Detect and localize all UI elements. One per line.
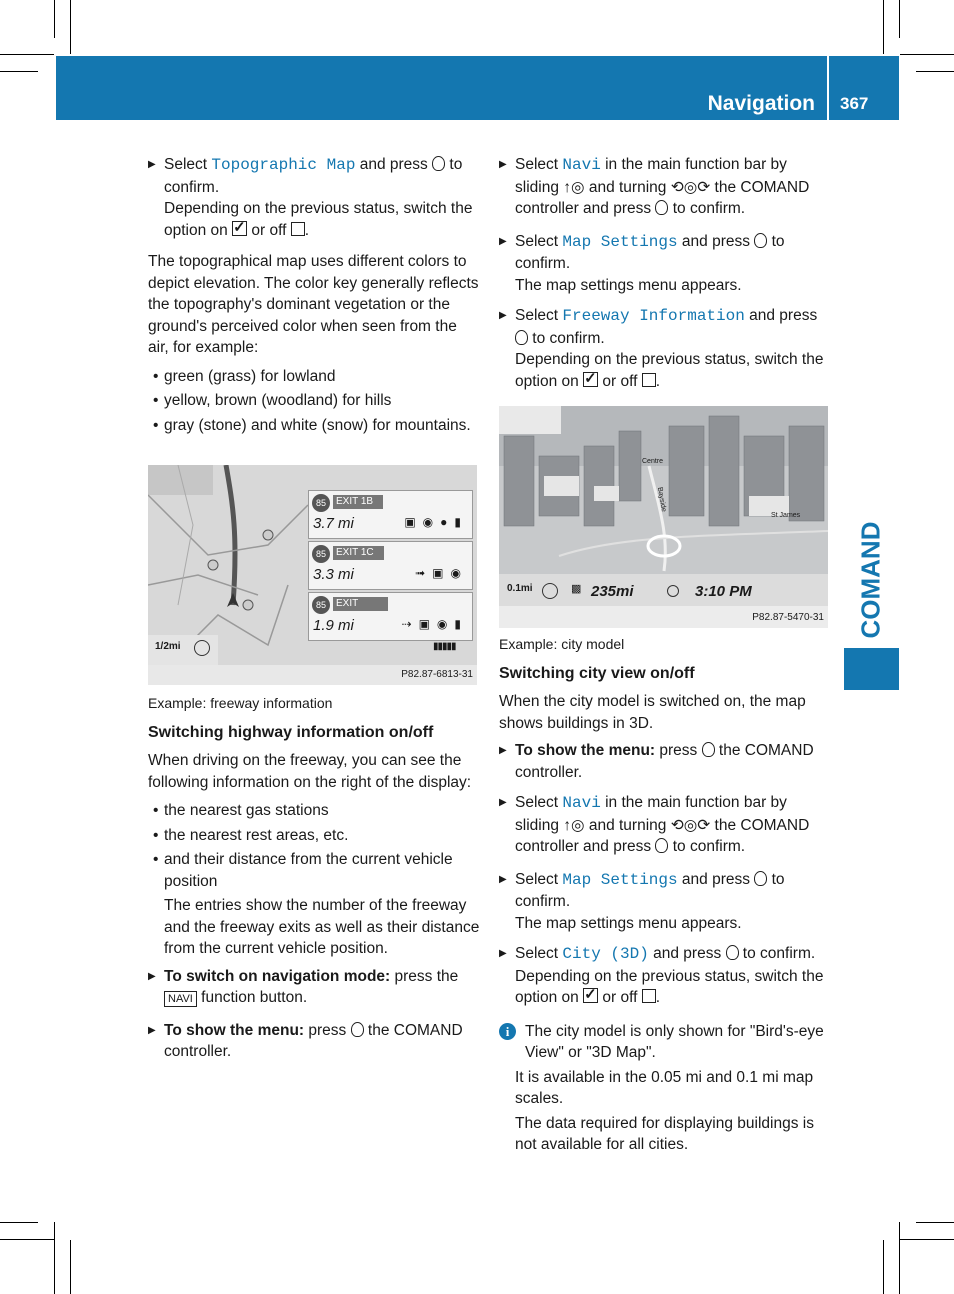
- crop-mark: [70, 0, 71, 54]
- controller-press-icon: [432, 156, 445, 171]
- step-select-navi: ▶ Select Navi in the main function bar by sliding ↑◎ and turning ⟲◎⟳ the COMAND controller and press to confirm.: [499, 154, 831, 220]
- page-header: [56, 56, 899, 120]
- exit-distance: 1.9 mi: [313, 617, 354, 634]
- image-code: P82.87-5470-31: [752, 612, 824, 623]
- compass-icon: [542, 583, 558, 599]
- figure-caption: Example: city model: [499, 636, 625, 652]
- info-note: [499, 1021, 831, 1156]
- checkbox-empty-icon: [642, 373, 656, 387]
- freeway-shield-icon: 85: [312, 494, 330, 512]
- exit-panel: [308, 490, 473, 641]
- header-divider: [827, 56, 829, 120]
- side-tab-marker: [844, 648, 899, 690]
- figure-caption: Example: freeway information: [148, 695, 333, 711]
- exit-distance: 3.3 mi: [313, 566, 354, 583]
- distance-to-destination: 235mi: [591, 583, 634, 600]
- controller-press-icon: [515, 330, 528, 345]
- poi-icons: ➟▣◉: [415, 566, 468, 580]
- crop-mark: [900, 1239, 954, 1240]
- info-icon: i: [499, 1023, 516, 1040]
- step-select-navi: ▶ Select Navi in the main function bar by sliding ↑◎ and turning ⟲◎⟳ the COMAND controller and press to confirm.: [499, 792, 831, 858]
- checkbox-checked-icon: [232, 221, 247, 236]
- step-navigation-mode: ▶ To switch on navigation mode: press the NAVI function button.: [148, 966, 480, 1009]
- map-label: Centre: [642, 458, 664, 465]
- crop-mark: [883, 1240, 884, 1294]
- slide-up-icon: ↑◎: [563, 178, 585, 196]
- crop-mark: [0, 71, 38, 72]
- checkbox-checked-icon: [583, 988, 598, 1003]
- exit-row: [308, 592, 473, 641]
- step-select-map-settings: ▶ Select Map Settings and press to confirm. The map settings menu appears.: [499, 869, 831, 935]
- menu-item-freeway-information: Freeway Information: [562, 307, 745, 325]
- turn-icon: ⟲◎⟳: [670, 816, 711, 834]
- freeway-shield-icon: 85: [312, 545, 330, 563]
- menu-item-navi: Navi: [562, 156, 601, 174]
- freeway-info-map: [148, 465, 477, 685]
- controller-press-icon: [655, 200, 668, 215]
- city-paragraph: When the city model is switched on, the map shows buildings in 3D.: [499, 693, 806, 732]
- exit-row: [308, 541, 473, 590]
- exit-label: EXIT 1C: [333, 546, 384, 560]
- controller-press-icon: [726, 945, 739, 960]
- arrival-time: 3:10 PM: [695, 583, 752, 600]
- slide-up-icon: ↑◎: [563, 816, 585, 834]
- controller-press-icon: [754, 233, 767, 248]
- step-select-freeway-info: ▶ Select Freeway Information and press to confirm. Depending on the previous status, switch the option on ✓ or off .: [499, 305, 831, 392]
- checkbox-empty-icon: [642, 989, 656, 1003]
- freeway-shield-icon: 85: [312, 596, 330, 614]
- menu-item-navi: Navi: [562, 794, 601, 812]
- topo-paragraph: The topographical map uses different colors to depict elevation. The color key generally reflects the topography's dominant vegetation or the ground's perceived color when seen from the air, for example:: [148, 253, 479, 356]
- exit-label: EXIT: [333, 597, 388, 611]
- info-text: The data required for displaying buildings is not available for all cities.: [515, 1114, 814, 1153]
- city-model-map: [499, 406, 828, 628]
- poi-icons: ▣◉●▮: [404, 515, 468, 529]
- exit-distance: 3.7 mi: [313, 515, 354, 532]
- section-heading: Switching city view on/off: [499, 664, 695, 682]
- menu-item-map-settings: Map Settings: [562, 870, 678, 889]
- list-item: • the nearest rest areas, etc.: [148, 825, 480, 847]
- crop-mark: [0, 54, 54, 55]
- page-number: 367: [840, 94, 869, 113]
- crop-mark: [70, 1240, 71, 1294]
- list-item: • yellow, brown (woodland) for hills: [148, 390, 480, 412]
- checkbox-checked-icon: [583, 372, 598, 387]
- menu-item-topographic-map: Topographic Map: [211, 156, 356, 174]
- crop-mark: [54, 1222, 55, 1294]
- controller-press-icon: [754, 871, 767, 886]
- step-show-menu: ▶ To show the menu: press the COMAND controller.: [148, 1020, 480, 1063]
- list-item: • and their distance from the current vehicle position: [148, 849, 480, 892]
- left-column: [148, 154, 480, 436]
- controller-press-icon: [351, 1022, 364, 1037]
- list-item: • the nearest gas stations: [148, 800, 480, 822]
- left-column-lower: [148, 693, 480, 1063]
- list-item: • green (grass) for lowland: [148, 366, 480, 388]
- crop-mark: [899, 1222, 900, 1294]
- step-select-topographic: ▶ Select Topographic Map and press to confirm. Depending on the previous status, switch the option on ✓ or off .: [148, 154, 480, 241]
- map-scale: 1/2mi: [155, 641, 181, 652]
- exit-label: EXIT 1B: [333, 495, 383, 509]
- destination-flag-icon: ▩: [571, 583, 582, 595]
- list-item: • gray (stone) and white (snow) for mountains.: [148, 415, 480, 437]
- map-scale: 0.1mi: [507, 583, 533, 594]
- highway-paragraph: When driving on the freeway, you can see the following information on the right of the display:: [148, 752, 472, 791]
- map-label: St James: [771, 512, 801, 519]
- highway-subparagraph: The entries show the number of the freeway and the freeway exits as well as their distance from the current vehicle position.: [164, 897, 480, 957]
- step-show-menu: ▶ To show the menu: press the COMAND controller.: [499, 740, 831, 783]
- compass-icon: [194, 640, 210, 656]
- menu-item-map-settings: Map Settings: [562, 232, 678, 251]
- exit-row: [308, 490, 473, 539]
- checkbox-empty-icon: [291, 222, 305, 236]
- info-text: The city model is only shown for "Bird's-eye View" or "3D Map".: [525, 1022, 824, 1061]
- clock-icon: [667, 585, 679, 597]
- map-label: Bayside: [655, 486, 668, 513]
- side-label: COMAND: [855, 521, 886, 639]
- section-heading: Switching highway information on/off: [148, 723, 434, 741]
- right-column: [499, 154, 831, 392]
- right-column-lower: [499, 634, 831, 1156]
- crop-mark: [54, 0, 55, 38]
- menu-item-city-3d: City (3D): [562, 945, 649, 963]
- poi-icons: ⇢▣◉▮: [401, 617, 468, 631]
- navi-key: NAVI: [164, 991, 197, 1007]
- step-select-city-3d: ▶ Select City (3D) and press to confirm. Depending on the previous status, switch the option on ✓ or off .: [499, 943, 831, 1009]
- crop-mark: [900, 54, 954, 55]
- crop-mark: [0, 1239, 54, 1240]
- crop-mark: [916, 71, 954, 72]
- crop-mark: [883, 0, 884, 54]
- image-code: P82.87-6813-31: [401, 669, 473, 680]
- step-select-map-settings: ▶ Select Map Settings and press to confirm. The map settings menu appears.: [499, 231, 831, 297]
- crop-mark: [0, 1222, 38, 1223]
- crop-mark: [916, 1222, 954, 1223]
- signal-bars-icon: ▮▮▮▮▮: [433, 641, 456, 652]
- crop-mark: [899, 0, 900, 38]
- turn-icon: ⟲◎⟳: [670, 178, 711, 196]
- controller-press-icon: [702, 742, 715, 757]
- section-title: Navigation: [707, 92, 815, 115]
- controller-press-icon: [655, 838, 668, 853]
- info-text: It is available in the 0.05 mi and 0.1 mi map scales.: [515, 1068, 814, 1107]
